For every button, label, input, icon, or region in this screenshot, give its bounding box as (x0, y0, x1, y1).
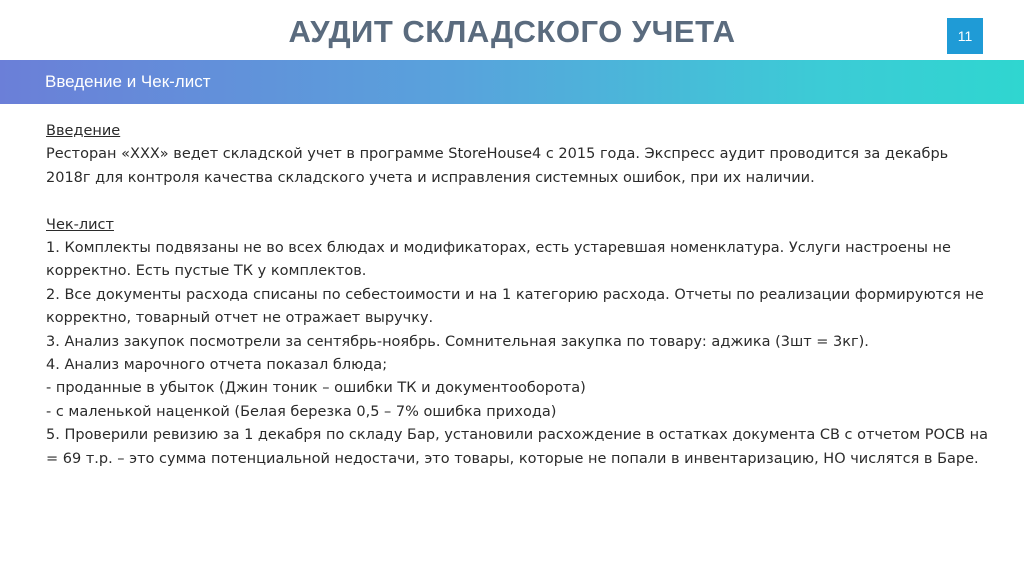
slide-title: АУДИТ СКЛАДСКОГО УЧЕТА (288, 14, 736, 49)
checklist-item: 5. Проверили ревизию за 1 декабря по складу Бар, установили расхождение в остатках документа СВ с отчетом РОСВ на = 69 т.р. – это сумма потенциальной недостачи, это товары, которые не попали в инвентаризацию, НО числятся в Баре. (46, 427, 989, 467)
subtitle-band (0, 60, 1024, 104)
section-spacer (46, 190, 991, 213)
slide-subtitle: Введение и Чек-лист (45, 72, 211, 91)
slide-body (46, 120, 991, 471)
page-number-badge: 11 (947, 18, 983, 54)
intro-heading: Введение (46, 123, 121, 139)
checklist-heading: Чек-лист (46, 216, 114, 233)
checklist-item: - с маленькой наценкой (Белая березка 0,5 – 7% ошибка прихода) (46, 403, 557, 420)
checklist-item: 2. Все документы расхода списаны по себестоимости и на 1 категорию расхода. Отчеты по реализации формируются не корректно, товарный отчет не отражает выручку. (46, 286, 984, 327)
checklist-item: 3. Анализ закупок посмотрели за сентябрь-ноябрь. Сомнительная закупка по товару: аджика (3шт = 3кг). (46, 333, 869, 350)
checklist-item: 4. Анализ марочного отчета показал блюда; (46, 357, 388, 374)
checklist-item: 1. Комплекты подвязаны не во всех блюдах и модификаторах, есть устаревшая номенклатура. Услуги настроены не корректно. Есть пустые ТК у комплектов. (46, 240, 951, 280)
checklist-item: - проданные в убыток (Джин тоник – ошибки ТК и документооборота) (46, 380, 586, 397)
intro-text: Ресторан «ХХХ» ведет складской учет в программе StoreHouse4 с 2015 года. Экспресс аудит проводится за декабрь 2018г для контроля качества складского учета и исправления системных ошибок, при их наличии. (46, 146, 949, 186)
